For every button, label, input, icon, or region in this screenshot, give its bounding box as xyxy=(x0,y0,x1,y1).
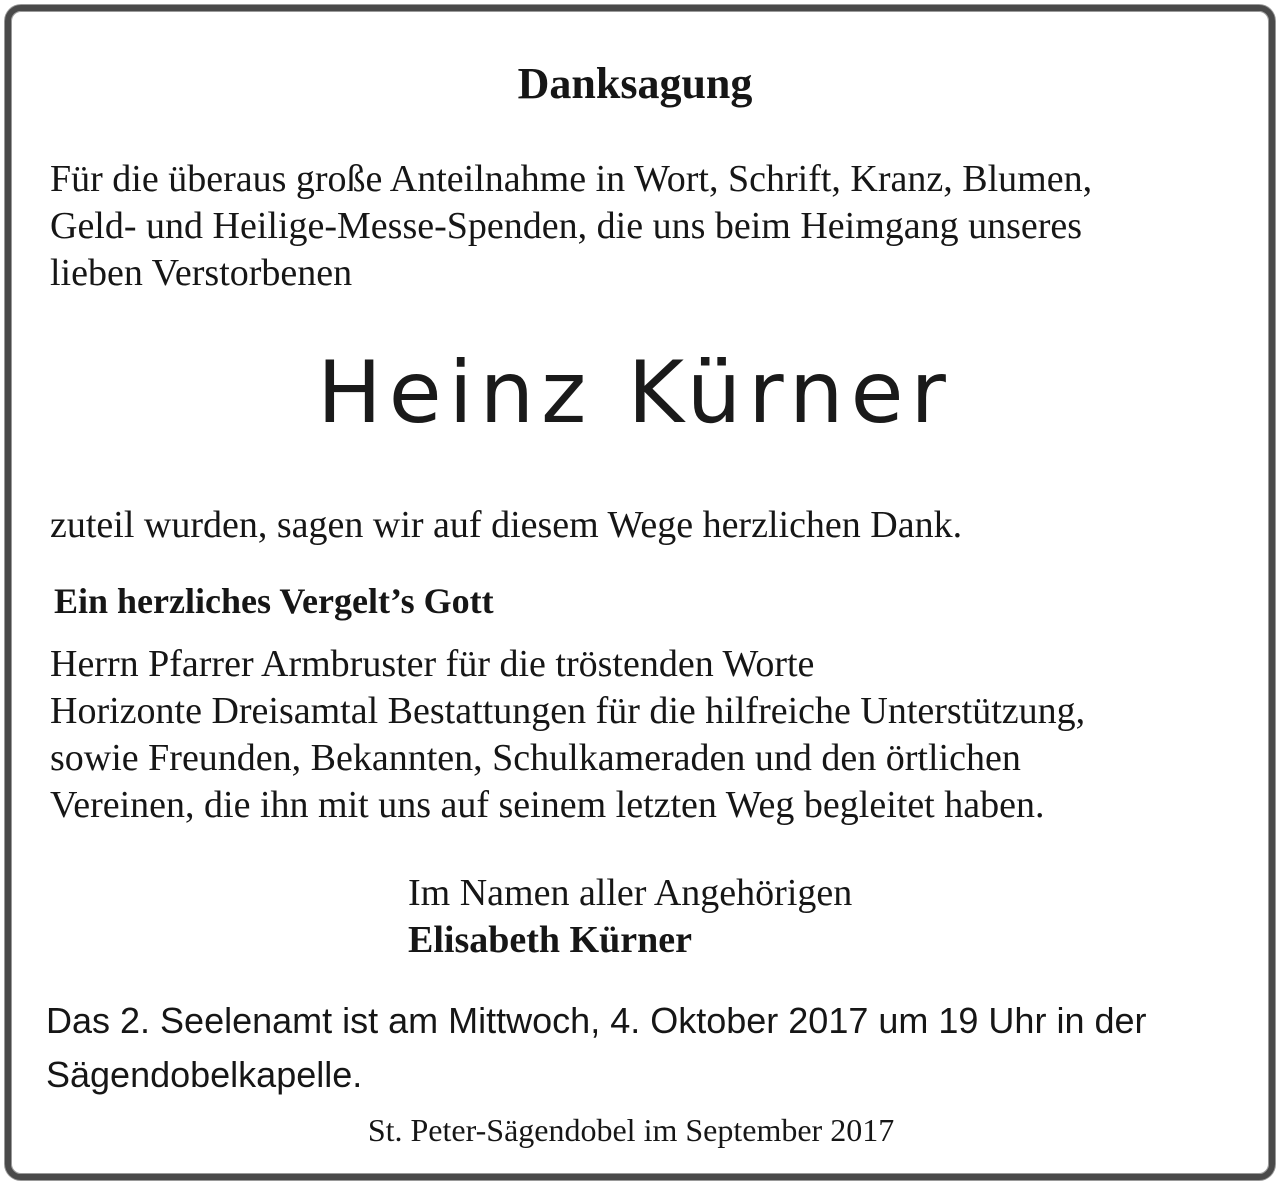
seelenamt-line: Sägendobelkapelle. xyxy=(46,1054,363,1095)
thanks-line: sowie Freunden, Bekannten, Schulkameraden und den örtlichen xyxy=(50,737,1021,779)
seelenamt-paragraph xyxy=(46,994,1147,1102)
vergelt-heading: Ein herzliches Vergelt’s Gott xyxy=(54,581,494,621)
thanks-line: Vereinen, die ihn mit uns auf seinem letzten Weg begleitet haben. xyxy=(50,784,1045,826)
signature-block xyxy=(408,870,852,964)
seelenamt-line: Das 2. Seelenamt ist am Mittwoch, 4. Oktober 2017 um 19 Uhr in der xyxy=(46,1000,1147,1041)
deceased-name: Heinz Kürner xyxy=(317,343,953,443)
thanks-line: Horizonte Dreisamtal Bestattungen für die hilfreiche Unterstützung, xyxy=(50,690,1086,732)
place-date: St. Peter-Sägendobel im September 2017 xyxy=(367,1112,895,1148)
signature-name: Elisabeth Kürner xyxy=(408,919,692,961)
intro-line: Für die überaus große Anteilnahme in Wort, Schrift, Kranz, Blumen, xyxy=(50,158,1093,200)
thanks-paragraph xyxy=(50,641,1085,829)
signature-intro: Im Namen aller Angehörigen xyxy=(408,872,853,914)
notice-title: Danksagung xyxy=(517,59,753,108)
dank-line: zuteil wurden, sagen wir auf diesem Wege herzlichen Dank. xyxy=(50,504,963,546)
intro-line: lieben Verstorbenen xyxy=(50,252,353,294)
thanks-line: Herrn Pfarrer Armbruster für die tröstenden Worte xyxy=(50,643,815,685)
intro-paragraph xyxy=(50,156,1092,297)
intro-line: Geld- und Heilige-Messe-Spenden, die uns beim Heimgang unseres xyxy=(50,205,1083,247)
